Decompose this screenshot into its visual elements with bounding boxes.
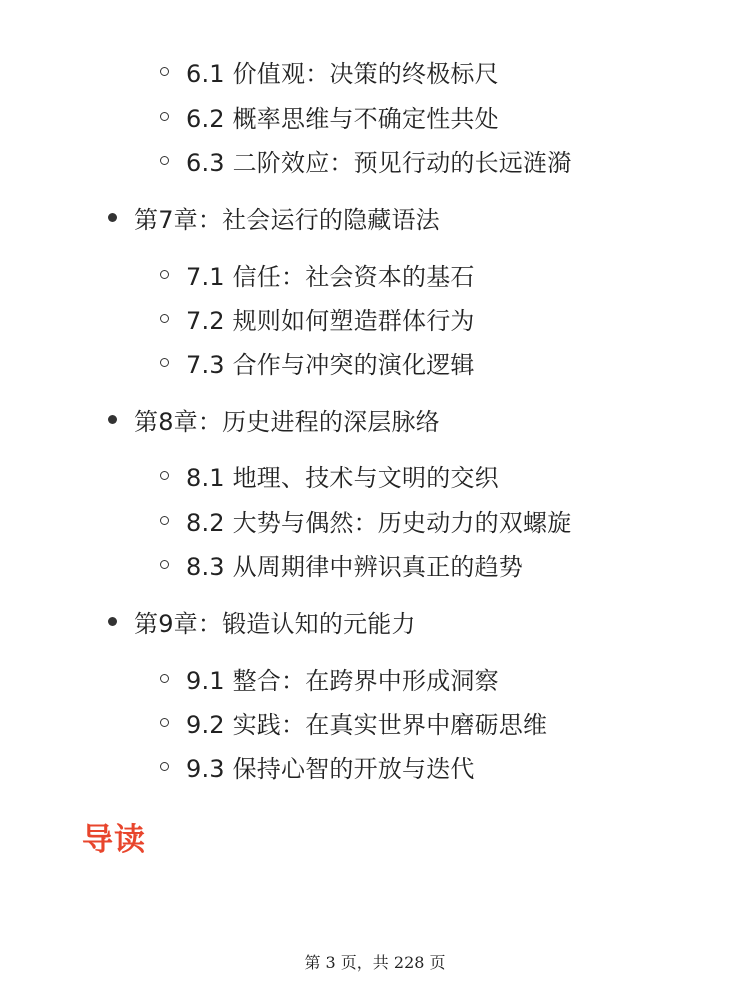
filled-bullet-icon (108, 213, 117, 222)
toc-item-text: 6.3 二阶效应：预见行动的长远涟漪 (186, 148, 572, 177)
toc-section-item (160, 500, 571, 540)
hollow-bullet-icon (160, 516, 169, 525)
toc-item-text: 6.2 概率思维与不确定性共处 (186, 104, 499, 133)
page-footer: 第 3 页，共 228 页 (304, 953, 446, 972)
toc-section-item (160, 544, 523, 584)
toc-section-item (160, 298, 475, 338)
toc-section-item (160, 254, 475, 294)
hollow-bullet-icon (160, 314, 169, 323)
hollow-bullet-icon (160, 718, 169, 727)
toc-section-item (160, 658, 499, 698)
toc-chapter-item (108, 399, 440, 439)
toc-item-text: 第9章：锻造认知的元能力 (134, 609, 416, 638)
toc-item-text: 8.1 地理、技术与文明的交织 (186, 463, 499, 492)
toc-item-text: 9.1 整合：在跨界中形成洞察 (186, 666, 499, 695)
filled-bullet-icon (108, 415, 117, 424)
toc-section-item (160, 140, 571, 180)
hollow-bullet-icon (160, 762, 169, 771)
filled-bullet-icon (108, 617, 117, 626)
hollow-bullet-icon (160, 156, 169, 165)
toc-section-item (160, 702, 547, 742)
toc-item-text: 7.1 信任：社会资本的基石 (186, 262, 475, 291)
toc-section-item (160, 51, 499, 91)
toc-section-item (160, 342, 475, 382)
hollow-bullet-icon (160, 560, 169, 569)
toc-item-text: 9.2 实践：在真实世界中磨砺思维 (186, 710, 548, 739)
toc-item-text: 9.3 保持心智的开放与迭代 (186, 754, 475, 783)
toc-item-text: 第8章：历史进程的深层脉络 (134, 407, 440, 436)
hollow-bullet-icon (160, 270, 169, 279)
toc-chapter-item (108, 197, 440, 237)
toc-item-text: 第7章：社会运行的隐藏语法 (134, 205, 440, 234)
toc-item-text: 7.2 规则如何塑造群体行为 (186, 306, 475, 335)
hollow-bullet-icon (160, 674, 169, 683)
hollow-bullet-icon (160, 112, 169, 121)
toc-chapter-item (108, 601, 416, 641)
toc-section-item (160, 96, 499, 136)
toc-item-text: 8.2 大势与偶然：历史动力的双螺旋 (186, 508, 572, 537)
toc-item-text: 6.1 价值观：决策的终极标尺 (186, 59, 499, 88)
toc-item-text: 7.3 合作与冲突的演化逻辑 (186, 350, 475, 379)
hollow-bullet-icon (160, 358, 169, 367)
hollow-bullet-icon (160, 67, 169, 76)
section-heading: 导读 (82, 822, 146, 858)
toc-section-item (160, 746, 475, 786)
hollow-bullet-icon (160, 471, 169, 480)
toc-item-text: 8.3 从周期律中辨识真正的趋势 (186, 552, 523, 581)
toc-section-item (160, 455, 499, 495)
